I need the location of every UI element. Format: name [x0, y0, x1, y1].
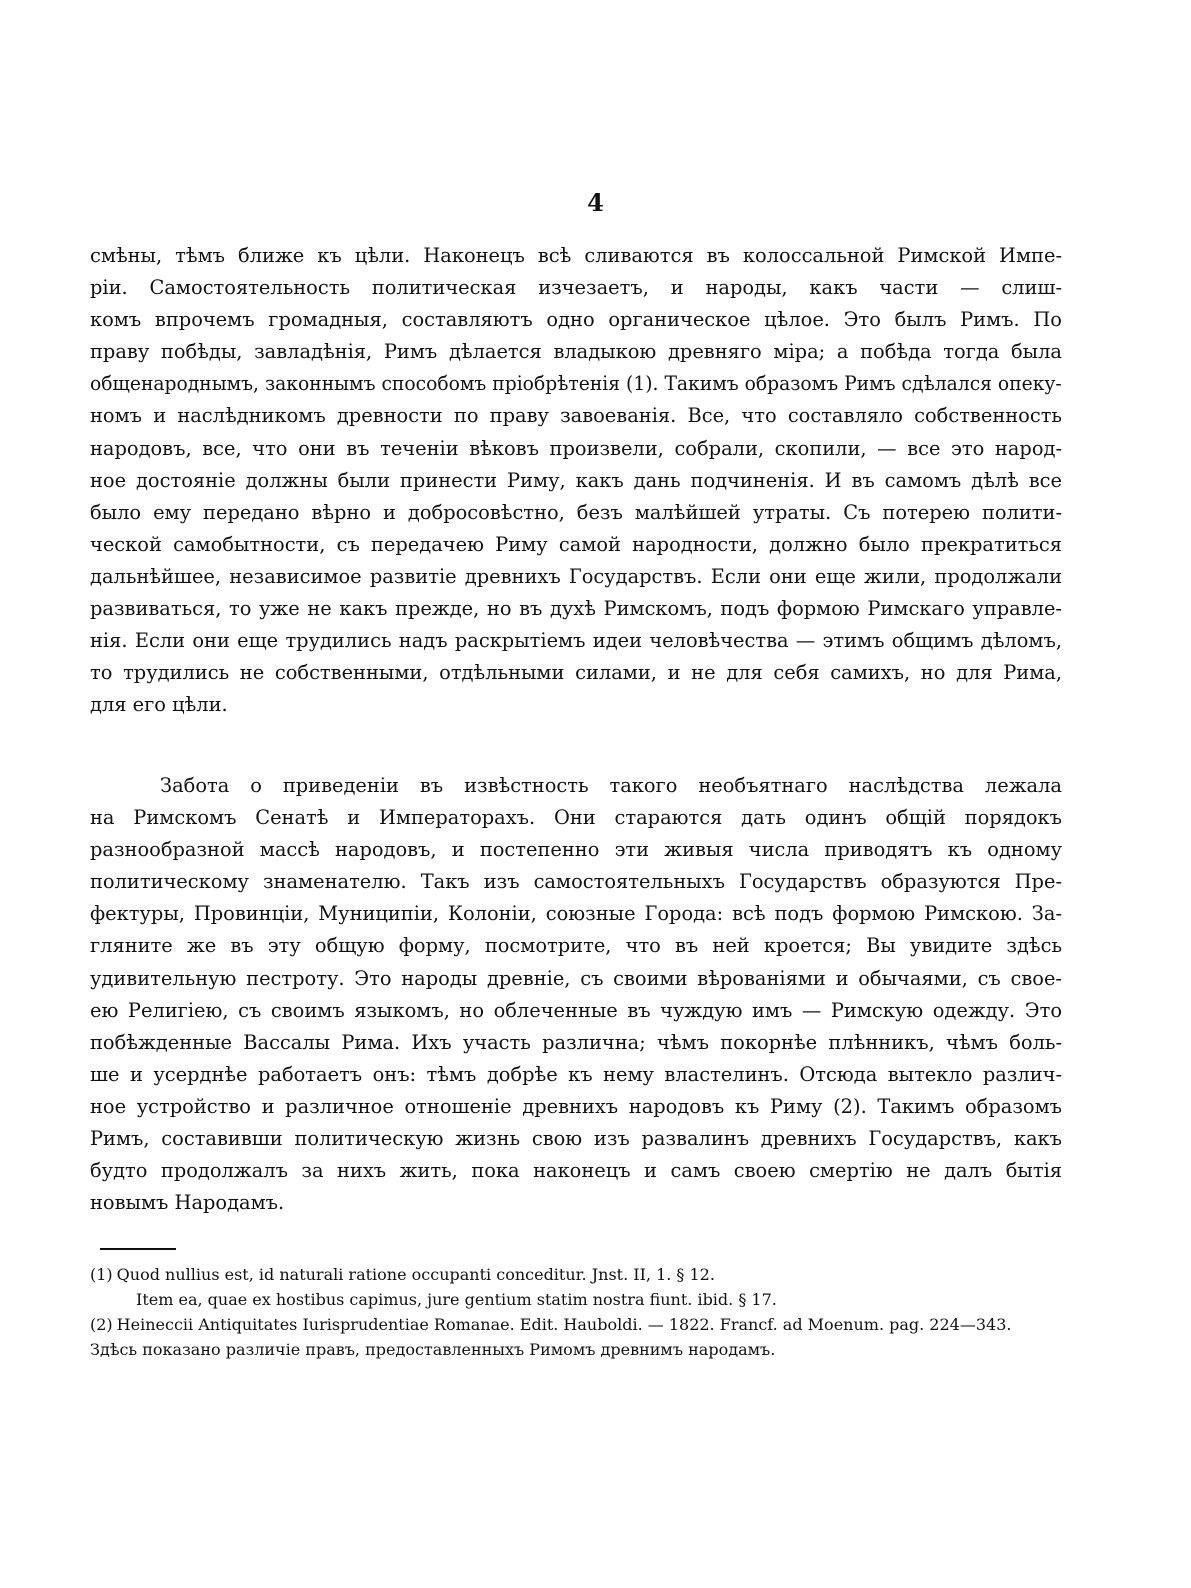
text-line: Римъ, составивши политическую жизнь свою изъ развалинъ древнихъ Государствъ, какъ [90, 1127, 1062, 1151]
text-line: разнообразной массѣ народовъ, и постепенно эти живыя числа приводятъ къ одному [90, 838, 1062, 862]
text-line: новымъ Народамъ. [90, 1191, 285, 1215]
text-line: то трудились не собственными, отдѣльными силами, и не для себя самихъ, но для Рима, [90, 661, 1062, 685]
text-line: номъ и наслѣдникомъ древности по праву завоеванія. Все, что составляло собственность [90, 404, 1062, 428]
text-line: праву побѣды, завладѣнія, Римъ дѣлается владыкою древняго міра; а побѣда тогда была [90, 340, 1062, 364]
footnote-mark: (2) [90, 1315, 113, 1334]
paragraph-1 [90, 240, 1062, 721]
text-line: общенароднымъ, законнымъ способомъ пріобрѣтенія (1). Такимъ образомъ Римъ сдѣлался опеку- [90, 372, 1062, 396]
paragraph-2 [90, 770, 1062, 1219]
page-number: 4 [587, 188, 604, 217]
text-line: Забота о приведеніи въ извѣстность такого необъятнаго наслѣдства лежала [160, 774, 1062, 797]
text-line: будто продолжалъ за нихъ жить, пока наконецъ и самъ своею смертію не далъ бытія [90, 1159, 1062, 1183]
text-line: ріи. Самостоятельность политическая изчезаетъ, и народы, какъ части — слиш- [90, 276, 1062, 300]
footnotes [90, 1262, 1062, 1362]
footnote-mark: (1) [90, 1265, 113, 1284]
text-line: удивительную пестроту. Это народы древніе, съ своими вѣрованіями и обычаями, съ свое- [90, 966, 1062, 990]
footnote-text: Quod nullius est, id naturali ratione occupanti conceditur. Jnst. II, 1. § 12. [116, 1265, 715, 1284]
text-line: было ему передано вѣрно и добросовѣстно, безъ малѣйшей утраты. Съ потерею полити- [90, 500, 1062, 524]
text-line: дальнѣйшее, независимое развитіе древнихъ Государствъ. Если они еще жили, продолжали [90, 564, 1062, 588]
text-line: ше и усерднѣе работаетъ онъ: тѣмъ добрѣе къ нему властелинъ. Отсюда вытекло различ- [90, 1062, 1062, 1086]
footnote-2 [90, 1312, 1062, 1337]
text-line: гляните же въ эту общую форму, посмотрите, что въ ней кроется; Вы увидите здѣсь [90, 934, 1062, 958]
text-line: на Римскомъ Сенатѣ и Императорахъ. Они стараются дать одинъ общій порядокъ [90, 806, 1062, 830]
footnote-rule [100, 1248, 176, 1250]
text-line: смѣны, тѣмъ ближе къ цѣли. Наконецъ всѣ сливаются въ колоссальной Римской Импе- [90, 244, 1062, 267]
text-line: народовъ, все, что они въ теченіи вѣковъ произвели, собрали, скопили, — все это народ- [90, 436, 1062, 460]
footnote-1 [90, 1262, 1062, 1287]
text-line: для его цѣли. [90, 693, 228, 717]
footnote-2-continuation: Здѣсь показано различіе правъ, предоставленныхъ Римомъ древнимъ народамъ. [90, 1340, 776, 1359]
text-line: развиваться, то уже не какъ прежде, но въ духѣ Римскомъ, подъ формою Римскаго управле- [90, 597, 1062, 621]
text-line: побѣжденные Вассалы Рима. Ихъ участь различна; чѣмъ покорнѣе плѣнникъ, чѣмъ боль- [90, 1030, 1062, 1054]
text-line: нія. Если они еще трудились надъ раскрытіемъ идеи человѣчества — этимъ общимъ дѣломъ, [90, 629, 1062, 653]
text-line: комъ впрочемъ громадныя, составляютъ одно органическое цѣлое. Это былъ Римъ. По [90, 308, 1062, 332]
text-line: ческой самобытности, съ передачею Риму самой народности, должно было прекратиться [90, 532, 1062, 556]
text-line: ное достояніе должны были принести Риму, какъ дань подчиненія. И въ самомъ дѣлѣ все [90, 468, 1062, 492]
text-line: ею Религіею, съ своимъ языкомъ, но облеченные въ чуждую имъ — Римскую одежду. Это [90, 998, 1062, 1022]
text-line: фектуры, Провинціи, Муниципіи, Колоніи, союзные Города: всѣ подъ формою Римскою. За- [90, 902, 1062, 926]
footnote-text: Heineccii Antiquitates Iurisprudentiae Romanae. Edit. Hauboldi. — 1822. Francf. ad Moenum. pag. 224—343. [116, 1315, 1012, 1334]
text-line: ное устройство и различное отношеніе древнихъ народовъ къ Риму (2). Такимъ образомъ [90, 1094, 1062, 1118]
footnote-1-continuation: Item ea, quae ex hostibus capimus, jure gentium statim nostra fiunt. ibid. § 17. [136, 1290, 777, 1309]
text-line: политическому знаменателю. Такъ изъ самостоятельныхъ Государствъ образуются Пре- [90, 870, 1062, 894]
